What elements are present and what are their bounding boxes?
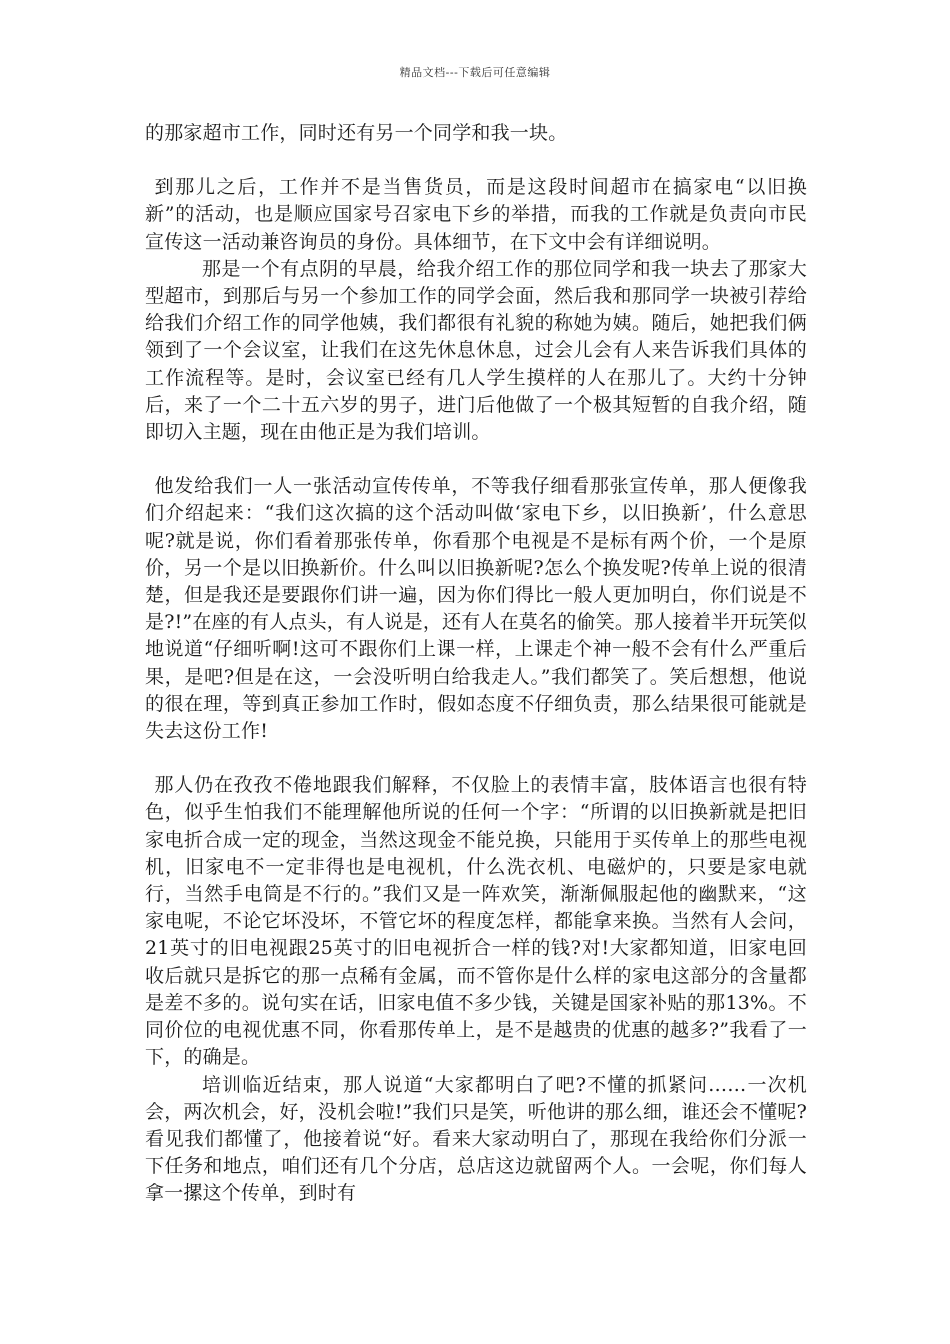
paragraph-6: 培训临近结束，那人说道“大家都明白了吧?不懂的抓紧问……一次机会，两次机会，好，没机会啦!”我们只是笑，听他讲的那么细，谁还会不懂呢?看见我们都懂了，他接着说“好。看来大家动明白了，那现在我给你们分派一下任务和地点，咱们还有几个分店，总店这边就留两个人。一会呢，你们每人拿一摞这个传单，到时有	[145, 1073, 807, 1205]
paragraph-gap	[145, 446, 807, 473]
paragraph-5: 那人仍在孜孜不倦地跟我们解释，不仅脸上的表情丰富，肢体语言也很有特色，似乎生怕我们不能理解他所说的任何一个字：“所谓的以旧换新就是把旧家电折合成一定的现金，当然这现金不能兑换，只能用于买传单上的那些电视机，旧家电不一定非得也是电视机，什么洗衣机、电磁炉的，只要是家电就行，当然手电筒是不行的。”我们又是一阵欢笑，渐渐佩服起他的幽默来，“这家电呢，不论它坏没坏，不管它坏的程度怎样，都能拿来换。当然有人会问，21英寸的旧电视跟25英寸的旧电视折合一样的钱?对!大家都知道，旧家电回收后就只是拆它的那一点稀有金属，而不管你是什么样的家电这部分的含量都是差不多的。说句实在话，旧家电值不多少钱，关键是国家补贴的那13%。不同价位的电视优惠不同，你看那传单上，是不是越贵的优惠的越多?”我看了一下，的确是。	[145, 774, 807, 1069]
page-header: 精品文档---下载后可任意编辑	[399, 66, 551, 79]
paragraph-gap	[145, 147, 807, 174]
paragraph-1: 的那家超市工作，同时还有另一个同学和我一块。	[145, 122, 568, 144]
paragraph-2: 到那儿之后，工作并不是当售货员，而是这段时间超市在搞家电“以旧换新”的活动，也是顺应国家号召家电下乡的举措，而我的工作就是负责向市民宣传这一活动兼咨询员的身份。具体细节，在下文中会有详细说明。	[145, 176, 807, 253]
paragraph-gap	[145, 745, 807, 772]
document-body	[145, 120, 807, 1208]
paragraph-3: 那是一个有点阴的早晨，给我介绍工作的那位同学和我一块去了那家大型超市，到那后与另一个参加工作的同学会面，然后我和那同学一块被引荐给给我们介绍工作的同学他姨，我们都很有礼貌的称她为姨。随后，她把我们俩领到了一个会议室，让我们在这先休息休息，过会儿会有人来告诉我们具体的工作流程等。是时，会议室已经有几人学生摸样的人在那儿了。大约十分钟后，来了一个二十五六岁的男子，进门后他做了一个极其短暂的自我介绍，随即切入主题，现在由他正是为我们培训。	[145, 257, 807, 444]
paragraph-4: 他发给我们一人一张活动宣传传单，不等我仔细看那张宣传单，那人便像我们介绍起来：“我们这次搞的这个活动叫做‘家电下乡，以旧换新’，什么意思呢?就是说，你们看着那张传单，你看那个电视是不是标有两个价，一个是原价，另一个是以旧换新价。什么叫以旧换新呢?怎么个换发呢?传单上说的很清楚，但是我还是要跟你们讲一遍，因为你们得比一般人更加明白，你们说是不是?!”在座的有人点头，有人说是，还有人在莫名的偷笑。那人接着半开玩笑似地说道“仔细听啊!这可不跟你们上课一样，上课走个神一般不会有什么严重后果，是吧?但是在这，一会没听明白给我走人。”我们都笑了。笑后想想，他说的很在理，等到真正参加工作时，假如态度不仔细负责，那么结果很可能就是失去这份工作!	[145, 475, 807, 743]
